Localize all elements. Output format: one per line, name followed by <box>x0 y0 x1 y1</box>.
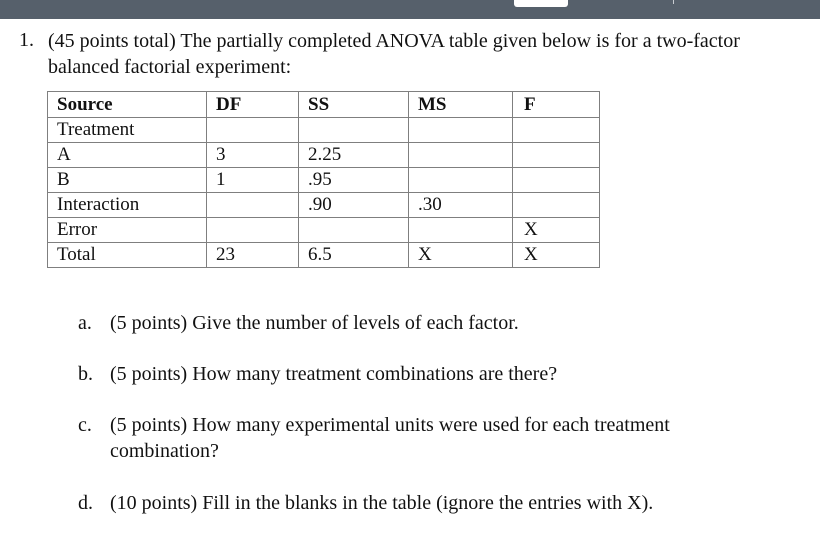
cell-ms: X <box>409 243 513 268</box>
part-text: (5 points) How many treatment combinations are there? <box>110 363 558 385</box>
cell-source: A <box>48 143 207 168</box>
part-text: (5 points) How many experimental units were used for each treatment combination? <box>110 414 670 462</box>
part-label: c. <box>78 414 92 436</box>
header-f: F <box>513 92 600 118</box>
cell-source: Interaction <box>48 193 207 218</box>
cell-f: X <box>513 243 600 268</box>
cell-ms: .30 <box>409 193 513 218</box>
cell-ss: .95 <box>299 168 409 193</box>
cell-df: 23 <box>207 243 299 268</box>
part-text: (5 points) Give the number of levels of each factor. <box>110 312 519 334</box>
question-text: (45 points total) The partially completed ANOVA table given below is for a two-factor balanced factorial experiment: <box>48 30 740 78</box>
cell-source: B <box>48 168 207 193</box>
part-label: a. <box>78 312 92 334</box>
question-number: 1. <box>19 29 34 51</box>
part-text: (10 points) Fill in the blanks in the table (ignore the entries with X). <box>110 492 654 514</box>
header-df: DF <box>207 92 299 118</box>
part-label: d. <box>78 492 93 514</box>
header-ms: MS <box>409 92 513 118</box>
cell-ss: .90 <box>299 193 409 218</box>
cell-ss: 2.25 <box>299 143 409 168</box>
cell-df: 3 <box>207 143 299 168</box>
cell-source: Error <box>48 218 207 243</box>
cell-source: Total <box>48 243 207 268</box>
cell-f: X <box>513 218 600 243</box>
cell-source: Treatment <box>48 118 207 143</box>
cell-ss: 6.5 <box>299 243 409 268</box>
header-source: Source <box>48 92 207 118</box>
cell-df: 1 <box>207 168 299 193</box>
header-ss: SS <box>299 92 409 118</box>
part-label: b. <box>78 363 93 385</box>
